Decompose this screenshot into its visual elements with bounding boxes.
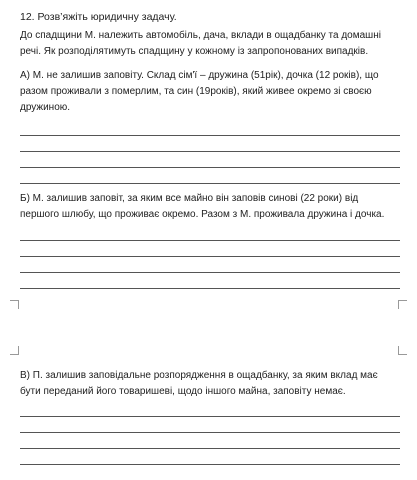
task-heading: 12. Розв’яжіть юридичну задачу. — [20, 11, 177, 23]
answer-line[interactable] — [20, 167, 400, 168]
page-corner-mark — [398, 346, 407, 355]
answer-line[interactable] — [20, 256, 400, 257]
case-c-text: В) П. залишив заповідальне розпорядження в ощадбанку, за яким вклад має бути переданий його товаришеві, щодо іншого майна, заповіту немає. — [20, 370, 378, 397]
case-b-text: Б) М. залишив заповіт, за яким все майно він заповів синові (22 роки) від першого шлюбу, що проживає окремо. Разом з М. проживала дружина і дочка. — [20, 193, 385, 220]
page-gap — [0, 318, 417, 336]
task-intro: До спадщини М. належить автомобіль, дача, вклади в ощадбанку та домашні речі. Як розподілятимуть спадщину у кожному із запропонованих випадків. — [20, 30, 381, 57]
answer-line[interactable] — [20, 135, 400, 136]
page-corner-mark — [10, 300, 19, 309]
answer-line[interactable] — [20, 432, 400, 433]
page-corner-mark — [398, 300, 407, 309]
answer-line[interactable] — [20, 240, 400, 241]
page-corner-mark — [10, 346, 19, 355]
answer-line[interactable] — [20, 448, 400, 449]
answer-line[interactable] — [20, 464, 400, 465]
answer-line[interactable] — [20, 151, 400, 152]
answer-line[interactable] — [20, 272, 400, 273]
case-a-text: А) М. не залишив заповіту. Склад сім'ї – дружина (51рік), дочка (12 років), що разом проживали з померлим, та син (19років), який живее окремо зі своєю дружиною. — [20, 70, 379, 113]
answer-line[interactable] — [20, 416, 400, 417]
answer-line[interactable] — [20, 183, 400, 184]
document-page-2 — [0, 336, 417, 480]
answer-line[interactable] — [20, 288, 400, 289]
